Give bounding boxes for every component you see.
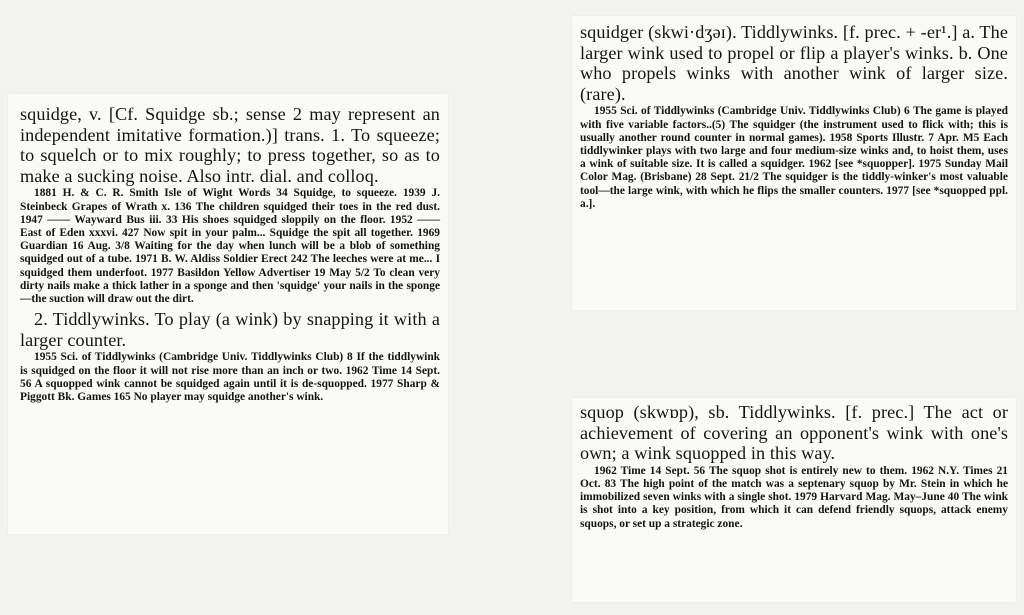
squop-citations: 1962 Time 14 Sept. 56 The squop shot is entirely new to them. 1962 N.Y. Times 21 Oct. 83 The high point of the match was a septenary squop by Mr. Stein in which he immobilized seven winks with a single shot. 1979 Harvard Mag. May–June 40 The wink is shot into a key position, from which it can defend friendly squops, attack enemy squops, or set up a strategic zone. — [580, 464, 1008, 530]
entry-squidger — [580, 22, 1008, 214]
squidge-citations-2: 1955 Sci. of Tiddlywinks (Cambridge Univ. Tiddlywinks Club) 8 If the tiddlywink is squidged on the floor it will not rise more than an inch or two. 1962 Time 14 Sept. 56 A squopped wink cannot be squidged again until it is de-squopped. 1977 Sharp & Piggott Bk. Games 165 No player may squidge another's wink. — [20, 351, 440, 403]
squidger-citations: 1955 Sci. of Tiddlywinks (Cambridge Univ. Tiddlywinks Club) 6 The game is played with five variable factors..(5) The squidger (the instrument used to flick with; this is usually another round counter in normal games). 1958 Sports Illustr. 7 Apr. M5 Each tiddlywinker plays with two large and four medium-size winks and, to hoist them, uses a wink of suitable size. It is called a squidger. 1962 [see *squopper]. 1975 Sunday Mail Color Mag. (Brisbane) 28 Sept. 21/2 The squidger is the tiddly-winker's most valuable tool—the large wink, with which he flips the smaller counters. 1977 [see *squopped ppl. a.]. — [580, 105, 1008, 210]
squop-definition: squop (skwɒp), sb. Tiddlywinks. [f. prec.] The act or achievement of covering an opponent's wink with one's own; a wink squopped in this way. — [580, 402, 1008, 464]
entry-squop — [580, 402, 1008, 534]
entry-squidge — [20, 104, 440, 407]
squidge-definition-2: 2. Tiddlywinks. To play (a wink) by snapping it with a larger counter. — [20, 309, 440, 350]
squidge-citations-1: 1881 H. & C. R. Smith Isle of Wight Words 34 Squidge, to squeeze. 1939 J. Steinbeck Grapes of Wrath x. 136 The children squidged their toes in the red dust. 1947 —— Wayward Bus iii. 33 His shoes squidged sloppily on the floor. 1952 —— East of Eden xxxvi. 427 Now spit in your palm... Squidge the spit all together. 1969 Guardian 16 Aug. 3/8 Waiting for the day when lunch will be a blob of something squidged out of a tube. 1971 B. W. Aldiss Soldier Erect 242 The leeches were at me... I squidged them underfoot. 1977 Basildon Yellow Advertiser 19 May 5/2 To clean very dirty nails make a thick lather in a sponge and then 'squidge' your nails in the sponge—the suction will draw out the dirt. — [20, 187, 440, 305]
squidge-definition-1: squidge, v. [Cf. Squidge sb.; sense 2 may represent an independent imitative formation.)] trans. 1. To squeeze; to squelch or to mix roughly; to press together, so as to make a sucking noise. Also intr. dial. and colloq. — [20, 104, 440, 186]
squidger-definition: squidger (skwi·dʒəɪ). Tiddlywinks. [f. prec. + -er¹.] a. The larger wink used to propel or flip a player's winks. b. One who propels winks with another wink of larger size. (rare). — [580, 22, 1008, 104]
